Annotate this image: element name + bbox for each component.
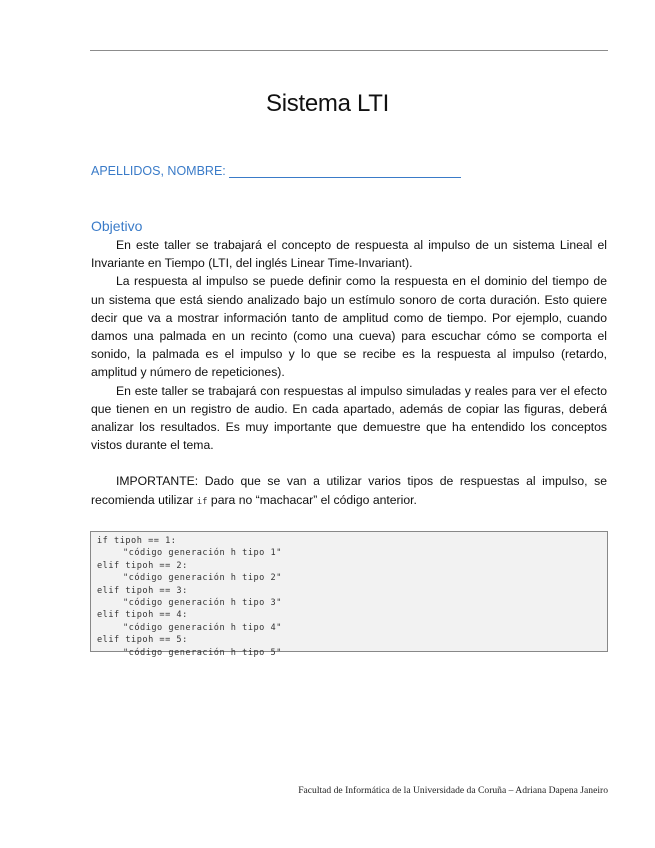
code-line: if tipoh == 1: — [97, 536, 177, 546]
code-block — [90, 531, 608, 658]
header-rule — [90, 50, 608, 51]
paragraph-workshop: En este taller se trabajará con respuestas al impulso simuladas y reales para ver el efecto que tienen en un registro de audio. En cada apartado, además de copiar las figuras, deberá analizar los resultados. Es muy importante que demuestre que ha entendido los conceptos vistos durante el tema. — [91, 383, 607, 453]
code-line: "código generación h tipo 3" — [123, 598, 282, 609]
code-line: elif tipoh == 4: — [97, 610, 188, 621]
paragraph-intro: En este taller se trabajará el concepto de respuesta al impulso de un sistema Lineal el Invariante en Tiempo (LTI, del inglés Linear Time-Invariant). — [91, 238, 607, 271]
inline-code-if: if — [196, 496, 208, 507]
page-title: Sistema LTI — [266, 90, 389, 117]
name-field-label: APELLIDOS, NOMBRE: — [91, 164, 226, 178]
code-line: elif tipoh == 3: — [97, 585, 188, 596]
code-line: "código generación h tipo 4" — [123, 622, 282, 633]
body-text — [91, 236, 607, 511]
important-note-text: IMPORTANTE: Dado que se van a utilizar varios tipos de respuestas al impulso, se recomienda utilizar — [91, 474, 607, 507]
code-line: elif tipoh == 5: — [97, 635, 188, 646]
section-heading: Objetivo — [91, 218, 143, 234]
name-field-blank — [229, 163, 461, 178]
code-line: elif tipoh == 2: — [97, 560, 188, 571]
important-note-tail: para no “machacar” el código anterior. — [210, 492, 417, 507]
paragraph-definition: La respuesta al impulso se puede definir como la respuesta en el dominio del tiempo de un sistema que está siendo analizado bajo un estímulo sonoro de corta duración. Esto quiere decir que va a mostrar información tanto de amplitud como de tiempo. Por ejemplo, cuando damos una palmada en un recinto (como una cueva) para escuchar cómo se comporta el sonido, la palmada es el impulso y lo que se recibe es la respuesta al impulso (retardo, amplitud y número de repeticiones). — [91, 274, 607, 380]
name-field — [91, 163, 461, 178]
code-line: "código generación h tipo 1" — [123, 548, 282, 559]
code-line: "código generación h tipo 5" — [123, 647, 282, 658]
important-note — [91, 472, 607, 510]
page-footer: Facultad de Informática de la Universidade da Coruña – Adriana Dapena Janeiro — [298, 785, 608, 796]
code-line: "código generación h tipo 2" — [123, 573, 282, 584]
